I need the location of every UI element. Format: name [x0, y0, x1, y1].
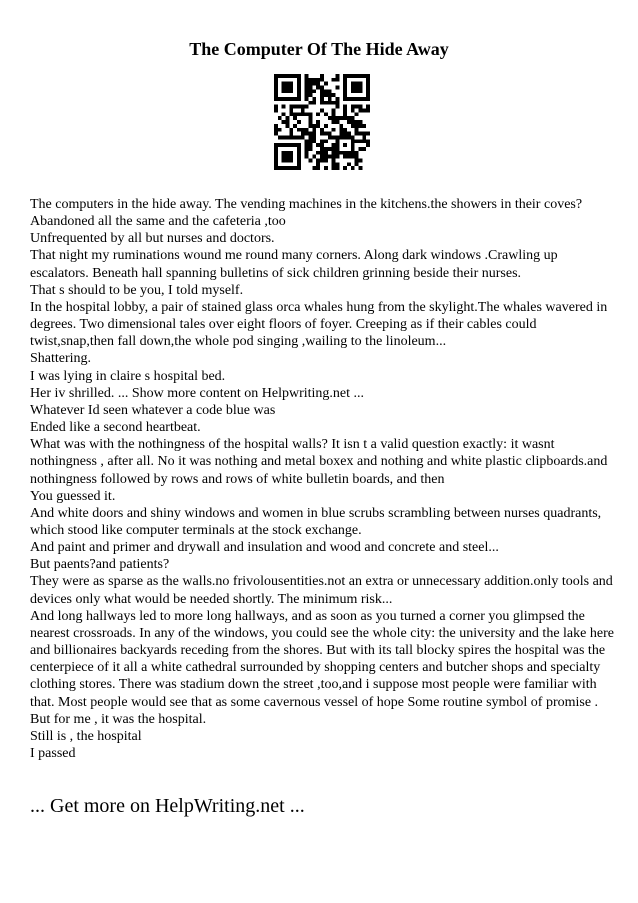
paragraph: But for me , it was the hospital. — [30, 711, 207, 727]
paragraph: Shattering. — [30, 351, 92, 367]
paragraph: Whatever Id seen whatever a code blue was — [30, 402, 276, 418]
paragraph: Her iv shrilled. ... Show more content on Helpwriting.net ... — [30, 385, 364, 401]
paragraph: And white doors and shiny windows and women in blue scrubs scrambling between nurses quadrants, which stood like computer terminals at the stock exchange. — [30, 505, 602, 538]
paragraph: Unfrequented by all but nurses and doctors. — [30, 231, 275, 247]
paragraph: That night my ruminations wound me round many corners. Along dark windows .Crawling up escalators. Beneath hall spanning bulletins of sick children grinning beside their nurses. — [30, 248, 558, 281]
paragraph: In the hospital lobby, a pair of stained glass orca whales hung from the skylight.The whales wavered in degrees. Two dimensional tales over eight floors of foyer. Creeping as if their cables could twist,snap,then fall down,the whole pod singing ,wailing to the linoleum... — [30, 299, 608, 350]
qr-code-icon — [274, 74, 370, 170]
paragraph: That s should to be you, I told myself. — [30, 282, 244, 298]
document-title: The Computer Of The Hide Away — [189, 39, 449, 59]
paragraph: What was with the nothingness of the hospital walls? It isn t a valid question exactly: it wasnt nothingness , after all. No it was nothing and metal boxex and nothing and white plastic clipboards.and nothingness followed by rows and rows of white bulletin boards, and then — [30, 437, 608, 487]
paragraph: You guessed it. — [30, 488, 116, 504]
paragraph: Ended like a second heartbeat. — [30, 420, 201, 436]
paragraph: And long hallways led to more long hallways, and as soon as you turned a corner you glimpsed the nearest crossroads. In any of the windows, you could see the whole city: the university and the lake here and billionaires backyards receding from the shores. But with its tall blocky spires the hospital was the centerpiece of it all a white cathedral surrounded by shopping centers and butcher shops and specialty clothing stores. There was stadium down the street ,too,and i suppose most people were familiar with that. Most people would see that as some cavernous vessel of hope Some routine symbol of promise . — [30, 608, 614, 710]
paragraph: I was lying in claire s hospital bed. — [30, 368, 226, 384]
paragraph: They were as sparse as the walls.no frivolousentities.not an extra or unnecessary addition.only tools and devices only what would be needed shortly. The minimum risk... — [30, 574, 613, 607]
document-body — [30, 196, 615, 762]
paragraph: I passed — [30, 746, 76, 761]
paragraph: Still is , the hospital — [30, 728, 142, 744]
footer-link-text[interactable]: ... Get more on HelpWriting.net ... — [30, 795, 305, 817]
paragraph: And paint and primer and drywall and insulation and wood and concrete and steel... — [30, 540, 499, 556]
paragraph: But paents?and patients? — [30, 557, 170, 573]
paragraph: The computers in the hide away. The vending machines in the kitchens.the showers in their coves? Abandoned all the same and the cafeteria ,too — [30, 197, 583, 230]
